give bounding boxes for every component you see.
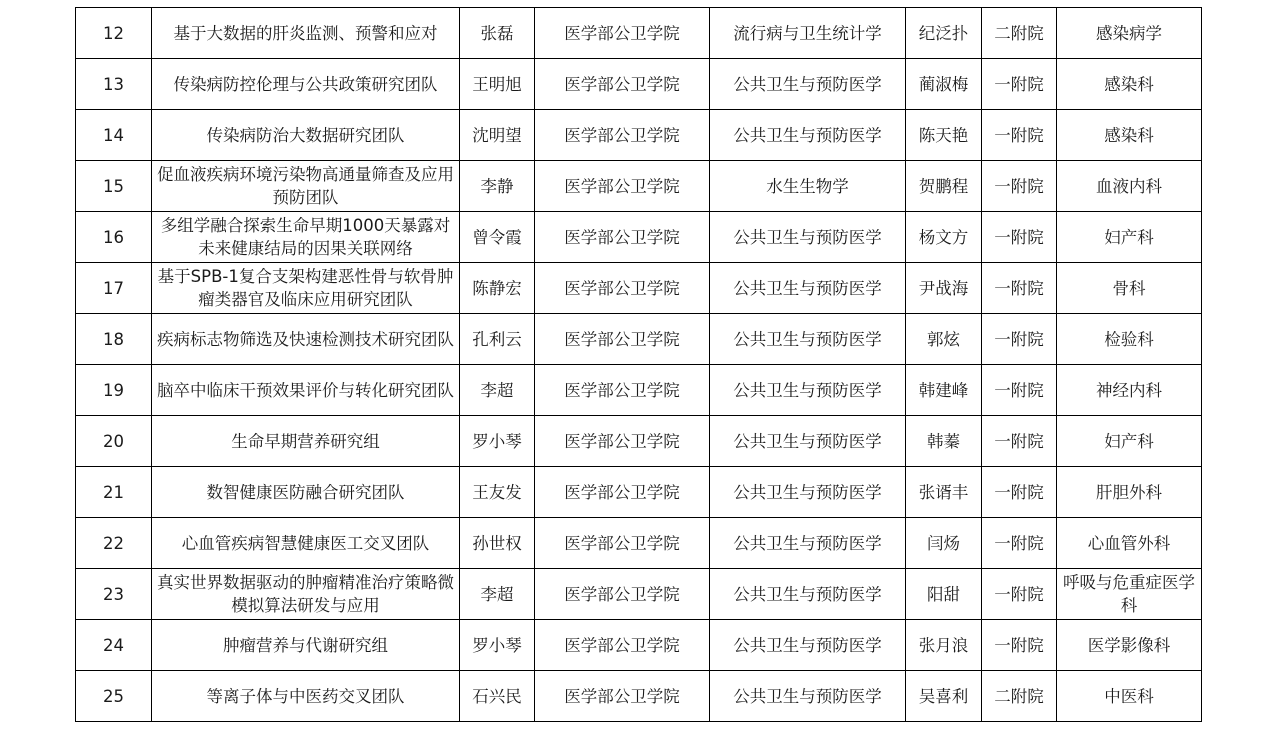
table-row xyxy=(76,569,1202,620)
row-number-cell: 14 xyxy=(76,110,152,161)
clinical-partner-cell: 陈天艳 xyxy=(906,110,982,161)
team-name-cell: 促血液疾病环境污染物高通量筛查及应用预防团队 xyxy=(152,161,460,212)
clinical-partner-cell: 张月浪 xyxy=(906,620,982,671)
team-name-cell: 真实世界数据驱动的肿瘤精准治疗策略微模拟算法研发与应用 xyxy=(152,569,460,620)
clinical-partner-cell: 阳甜 xyxy=(906,569,982,620)
hospital-cell: 一附院 xyxy=(982,59,1057,110)
row-number-cell: 23 xyxy=(76,569,152,620)
discipline-cell: 公共卫生与预防医学 xyxy=(710,314,906,365)
discipline-cell: 公共卫生与预防医学 xyxy=(710,620,906,671)
clinical-partner-cell: 闫炀 xyxy=(906,518,982,569)
hospital-cell: 一附院 xyxy=(982,161,1057,212)
table-row xyxy=(76,59,1202,110)
team-name-cell: 生命早期营养研究组 xyxy=(152,416,460,467)
discipline-cell: 水生生物学 xyxy=(710,161,906,212)
clinical-department-cell: 医学影像科 xyxy=(1057,620,1202,671)
discipline-cell: 公共卫生与预防医学 xyxy=(710,467,906,518)
team-name-cell: 疾病标志物筛选及快速检测技术研究团队 xyxy=(152,314,460,365)
clinical-department-cell: 妇产科 xyxy=(1057,212,1202,263)
clinical-partner-cell: 吴喜利 xyxy=(906,671,982,722)
team-leader-cell: 陈静宏 xyxy=(460,263,535,314)
discipline-cell: 公共卫生与预防医学 xyxy=(710,569,906,620)
team-name-cell: 传染病防治大数据研究团队 xyxy=(152,110,460,161)
department-cell: 医学部公卫学院 xyxy=(535,365,710,416)
table-row xyxy=(76,416,1202,467)
discipline-cell: 流行病与卫生统计学 xyxy=(710,8,906,59)
clinical-partner-cell: 郭炫 xyxy=(906,314,982,365)
row-number-cell: 19 xyxy=(76,365,152,416)
team-leader-cell: 王明旭 xyxy=(460,59,535,110)
hospital-cell: 一附院 xyxy=(982,263,1057,314)
table-row xyxy=(76,161,1202,212)
row-number-cell: 16 xyxy=(76,212,152,263)
row-number-cell: 17 xyxy=(76,263,152,314)
table-row xyxy=(76,467,1202,518)
row-number-cell: 18 xyxy=(76,314,152,365)
department-cell: 医学部公卫学院 xyxy=(535,467,710,518)
department-cell: 医学部公卫学院 xyxy=(535,518,710,569)
row-number-cell: 20 xyxy=(76,416,152,467)
hospital-cell: 一附院 xyxy=(982,365,1057,416)
hospital-cell: 一附院 xyxy=(982,569,1057,620)
department-cell: 医学部公卫学院 xyxy=(535,416,710,467)
department-cell: 医学部公卫学院 xyxy=(535,110,710,161)
clinical-partner-cell: 纪泛扑 xyxy=(906,8,982,59)
team-name-cell: 基于大数据的肝炎监测、预警和应对 xyxy=(152,8,460,59)
clinical-department-cell: 肝胆外科 xyxy=(1057,467,1202,518)
discipline-cell: 公共卫生与预防医学 xyxy=(710,518,906,569)
department-cell: 医学部公卫学院 xyxy=(535,569,710,620)
table-row xyxy=(76,671,1202,722)
clinical-partner-cell: 韩蓁 xyxy=(906,416,982,467)
team-leader-cell: 孔利云 xyxy=(460,314,535,365)
clinical-department-cell: 血液内科 xyxy=(1057,161,1202,212)
team-leader-cell: 王友发 xyxy=(460,467,535,518)
team-name-cell: 数智健康医防融合研究团队 xyxy=(152,467,460,518)
hospital-cell: 一附院 xyxy=(982,110,1057,161)
hospital-cell: 二附院 xyxy=(982,8,1057,59)
team-leader-cell: 曾令霞 xyxy=(460,212,535,263)
team-leader-cell: 李超 xyxy=(460,365,535,416)
team-leader-cell: 石兴民 xyxy=(460,671,535,722)
clinical-partner-cell: 张谞丰 xyxy=(906,467,982,518)
row-number-cell: 12 xyxy=(76,8,152,59)
table-row xyxy=(76,620,1202,671)
department-cell: 医学部公卫学院 xyxy=(535,620,710,671)
discipline-cell: 公共卫生与预防医学 xyxy=(710,110,906,161)
hospital-cell: 一附院 xyxy=(982,314,1057,365)
clinical-department-cell: 中医科 xyxy=(1057,671,1202,722)
table-row xyxy=(76,263,1202,314)
department-cell: 医学部公卫学院 xyxy=(535,263,710,314)
clinical-department-cell: 感染科 xyxy=(1057,59,1202,110)
row-number-cell: 24 xyxy=(76,620,152,671)
clinical-partner-cell: 尹战海 xyxy=(906,263,982,314)
table-row xyxy=(76,110,1202,161)
hospital-cell: 一附院 xyxy=(982,620,1057,671)
row-number-cell: 22 xyxy=(76,518,152,569)
team-leader-cell: 沈明望 xyxy=(460,110,535,161)
clinical-department-cell: 呼吸与危重症医学科 xyxy=(1057,569,1202,620)
hospital-cell: 一附院 xyxy=(982,518,1057,569)
row-number-cell: 21 xyxy=(76,467,152,518)
department-cell: 医学部公卫学院 xyxy=(535,212,710,263)
table-row xyxy=(76,212,1202,263)
department-cell: 医学部公卫学院 xyxy=(535,8,710,59)
department-cell: 医学部公卫学院 xyxy=(535,161,710,212)
discipline-cell: 公共卫生与预防医学 xyxy=(710,212,906,263)
clinical-department-cell: 检验科 xyxy=(1057,314,1202,365)
clinical-department-cell: 感染病学 xyxy=(1057,8,1202,59)
team-leader-cell: 孙世权 xyxy=(460,518,535,569)
team-name-cell: 多组学融合探索生命早期1000天暴露对未来健康结局的因果关联网络 xyxy=(152,212,460,263)
department-cell: 医学部公卫学院 xyxy=(535,59,710,110)
hospital-cell: 二附院 xyxy=(982,671,1057,722)
team-name-cell: 脑卒中临床干预效果评价与转化研究团队 xyxy=(152,365,460,416)
team-name-cell: 基于SPB-1复合支架构建恶性骨与软骨肿瘤类器官及临床应用研究团队 xyxy=(152,263,460,314)
clinical-department-cell: 骨科 xyxy=(1057,263,1202,314)
clinical-partner-cell: 杨文方 xyxy=(906,212,982,263)
hospital-cell: 一附院 xyxy=(982,212,1057,263)
team-table xyxy=(75,7,1202,722)
table-body xyxy=(76,8,1202,722)
clinical-department-cell: 妇产科 xyxy=(1057,416,1202,467)
department-cell: 医学部公卫学院 xyxy=(535,314,710,365)
discipline-cell: 公共卫生与预防医学 xyxy=(710,671,906,722)
team-leader-cell: 罗小琴 xyxy=(460,620,535,671)
clinical-department-cell: 神经内科 xyxy=(1057,365,1202,416)
clinical-partner-cell: 韩建峰 xyxy=(906,365,982,416)
team-leader-cell: 李静 xyxy=(460,161,535,212)
team-name-cell: 心血管疾病智慧健康医工交叉团队 xyxy=(152,518,460,569)
team-leader-cell: 李超 xyxy=(460,569,535,620)
discipline-cell: 公共卫生与预防医学 xyxy=(710,263,906,314)
row-number-cell: 15 xyxy=(76,161,152,212)
table-row xyxy=(76,518,1202,569)
clinical-partner-cell: 贺鹏程 xyxy=(906,161,982,212)
table-row xyxy=(76,8,1202,59)
hospital-cell: 一附院 xyxy=(982,467,1057,518)
discipline-cell: 公共卫生与预防医学 xyxy=(710,59,906,110)
hospital-cell: 一附院 xyxy=(982,416,1057,467)
team-leader-cell: 张磊 xyxy=(460,8,535,59)
table-row xyxy=(76,365,1202,416)
team-name-cell: 等离子体与中医药交叉团队 xyxy=(152,671,460,722)
team-name-cell: 肿瘤营养与代谢研究组 xyxy=(152,620,460,671)
row-number-cell: 25 xyxy=(76,671,152,722)
department-cell: 医学部公卫学院 xyxy=(535,671,710,722)
clinical-department-cell: 感染科 xyxy=(1057,110,1202,161)
clinical-department-cell: 心血管外科 xyxy=(1057,518,1202,569)
table-row xyxy=(76,314,1202,365)
clinical-partner-cell: 蔺淑梅 xyxy=(906,59,982,110)
discipline-cell: 公共卫生与预防医学 xyxy=(710,416,906,467)
discipline-cell: 公共卫生与预防医学 xyxy=(710,365,906,416)
team-name-cell: 传染病防控伦理与公共政策研究团队 xyxy=(152,59,460,110)
row-number-cell: 13 xyxy=(76,59,152,110)
team-leader-cell: 罗小琴 xyxy=(460,416,535,467)
